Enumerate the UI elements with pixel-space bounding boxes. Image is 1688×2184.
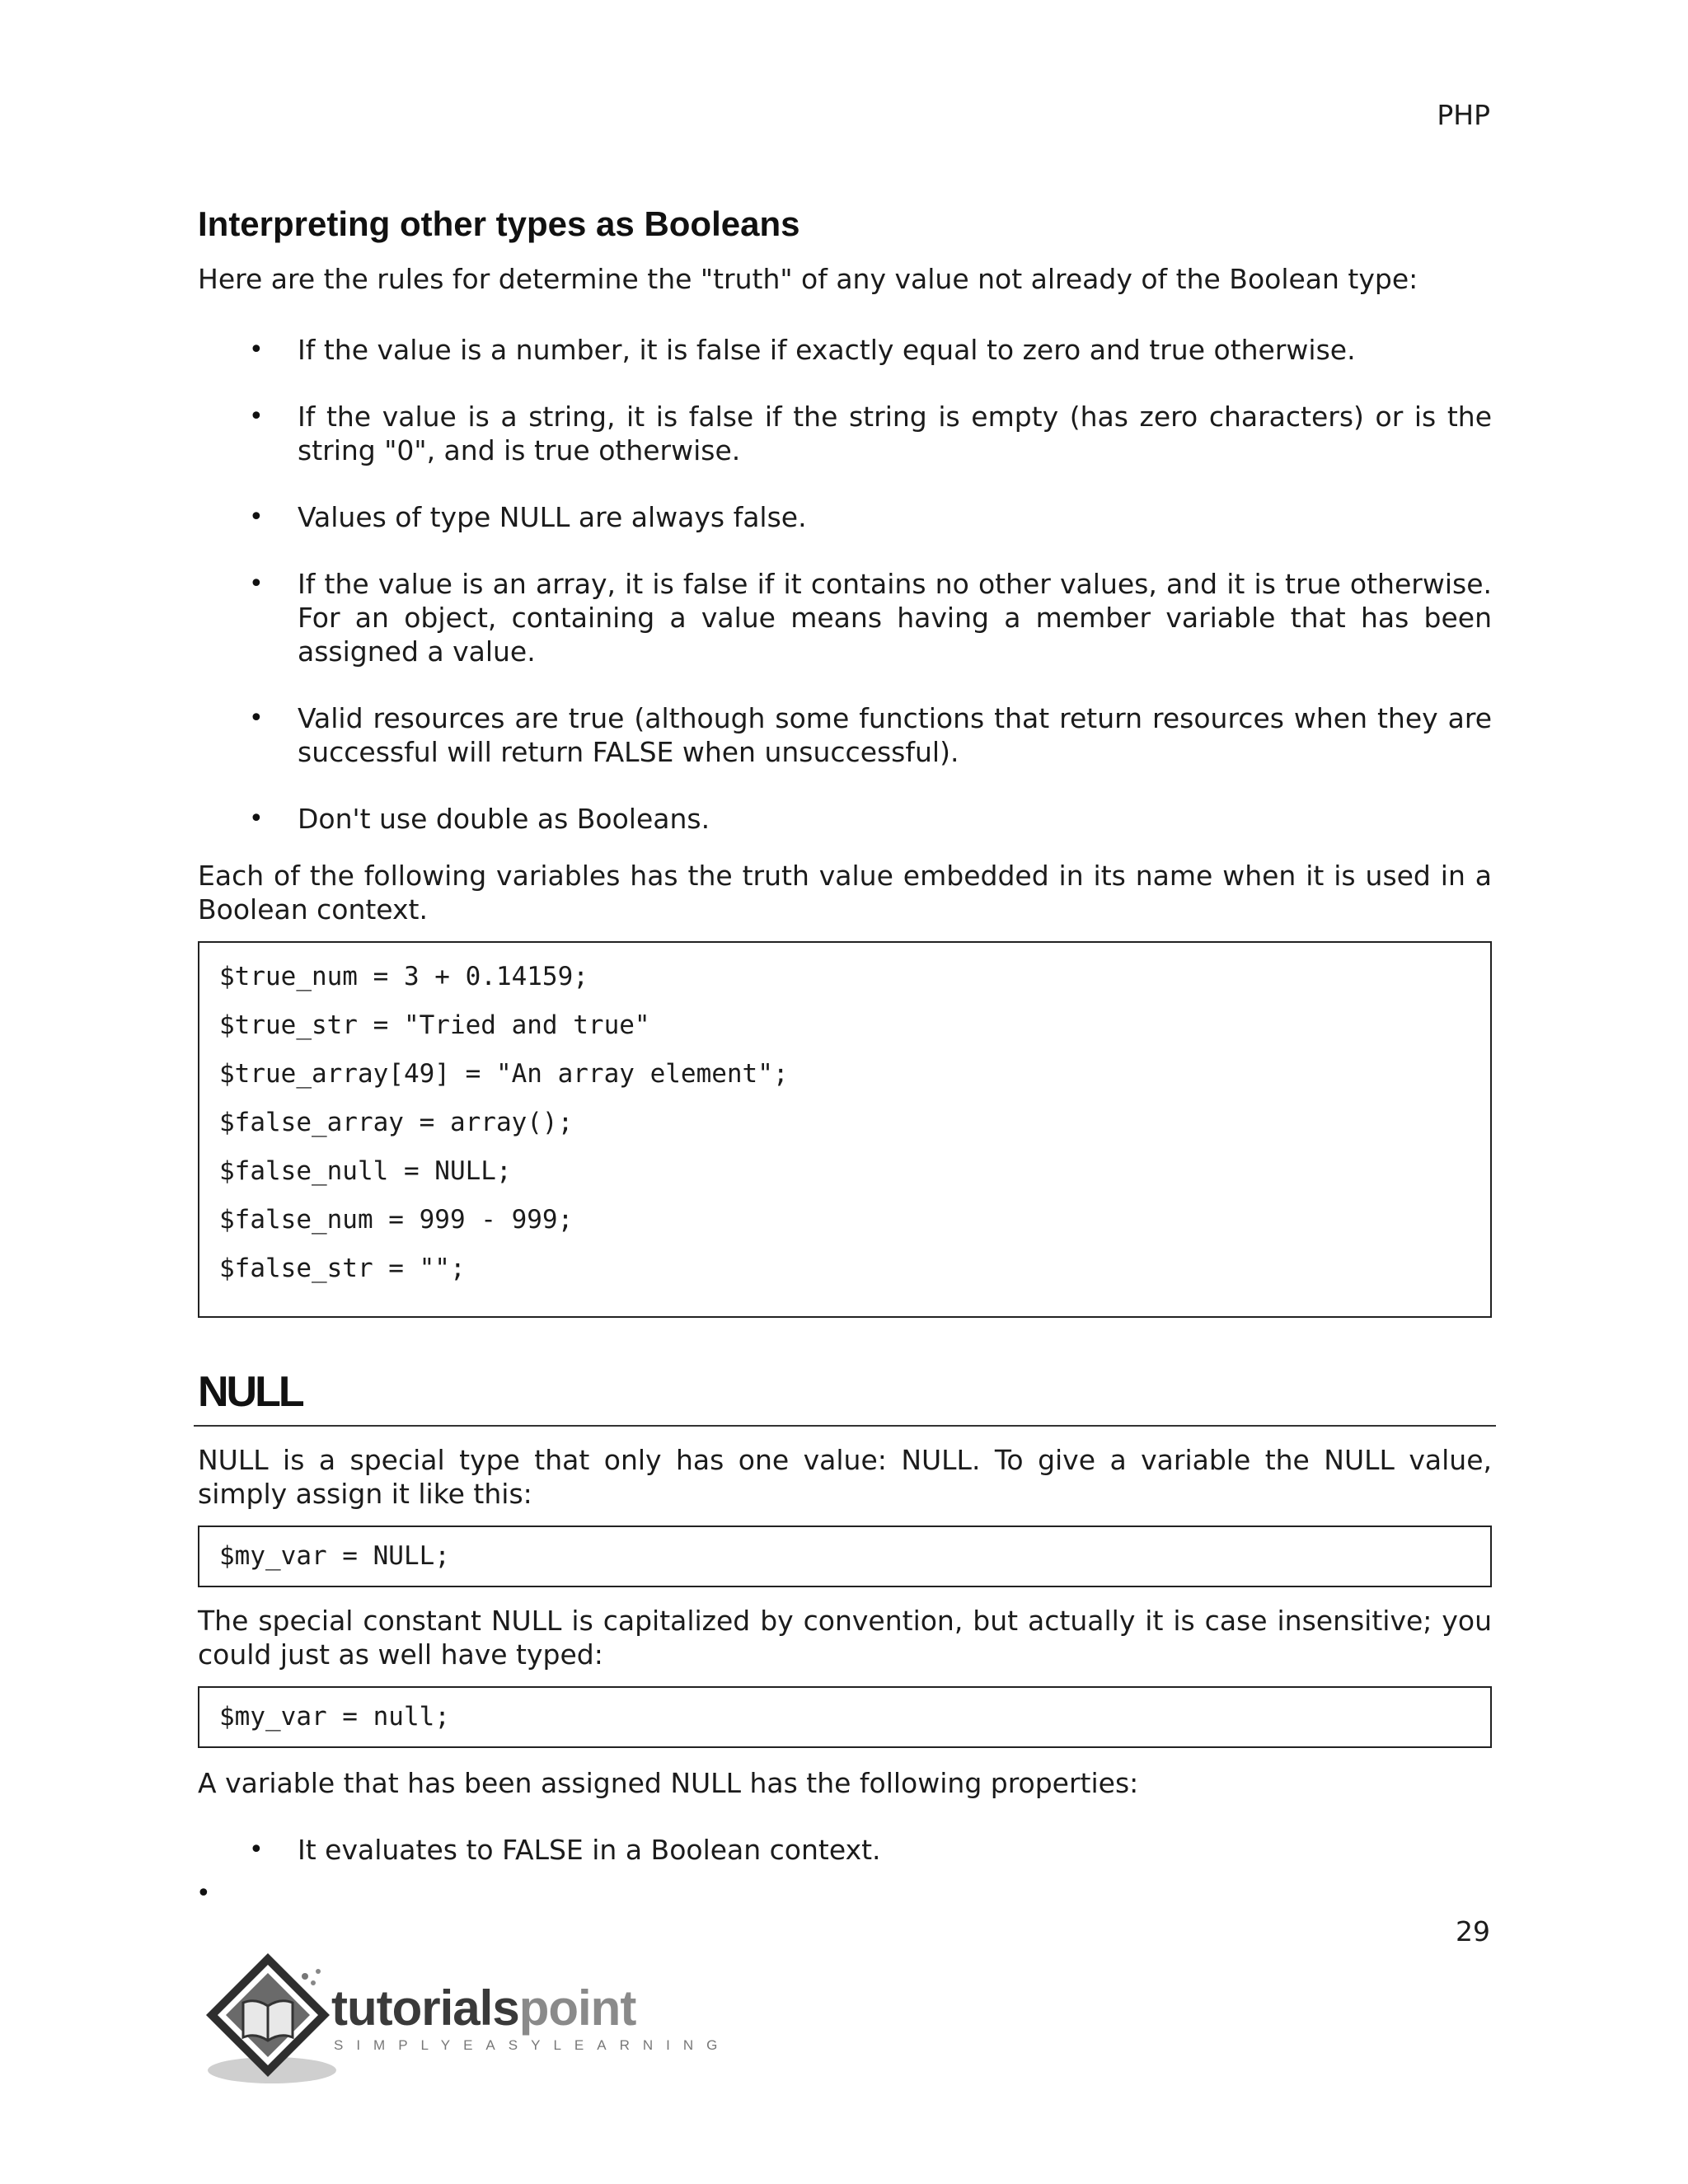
logo-emblem-icon (198, 1945, 338, 2093)
page-content (198, 204, 1492, 1900)
list-item: • If the value is an array, it is false if it contains no other values, and it is true otherwise. For an object, containing a value means having a member variable that has been assigned a value. (198, 567, 1492, 668)
list-item: • Don't use double as Booleans. (198, 802, 1492, 836)
logo-word-2: point (518, 1980, 636, 2036)
code-block-null-upper (198, 1526, 1492, 1587)
logo-wordmark (331, 1980, 635, 2036)
list-item: • Values of type NULL are always false. (198, 500, 1492, 534)
empty-bullet: • (196, 1879, 211, 1908)
code-line: $false_null = NULL; (219, 1156, 512, 1186)
section-heading-null: NULL (194, 1367, 1496, 1427)
logo-word-1: tutorials (331, 1980, 519, 2036)
null-properties-list (198, 1833, 1492, 1867)
code-line: $my_var = NULL; (219, 1541, 450, 1571)
null-properties-intro: A variable that has been assigned NULL has the following properties: (198, 1767, 1139, 1799)
code-line: $true_str = "Tried and true" (219, 1010, 650, 1040)
page-number: 29 (1456, 1915, 1490, 1947)
logo-tagline: SIMPLYEASYLEARNING (334, 2037, 731, 2053)
section-heading-booleans: Interpreting other types as Booleans (198, 204, 800, 243)
code-block-truth-values (198, 941, 1492, 1318)
tutorialspoint-logo (198, 1945, 731, 2093)
running-header: PHP (1437, 99, 1490, 131)
code-line: $my_var = null; (219, 1702, 450, 1732)
code-line: $false_array = array(); (219, 1108, 574, 1137)
list-item: • Valid resources are true (although some functions that return resources when they are successful will return FALSE when unsuccessful). (198, 701, 1492, 769)
code-line: $false_str = ""; (219, 1254, 466, 1283)
list-item: • If the value is a number, it is false if exactly equal to zero and true otherwise. (198, 333, 1492, 367)
code-block-null-lower (198, 1686, 1492, 1748)
null-case-note: The special constant NULL is capitalized by convention, but actually it is case insensitive; you could just as well have typed: (198, 1605, 1492, 1671)
code-line: $true_array[49] = "An array element"; (219, 1059, 789, 1089)
booleans-followup: Each of the following variables has the truth value embedded in its name when it is used in a Boolean context. (198, 860, 1492, 926)
list-item: • If the value is a string, it is false if the string is empty (has zero characters) or is the string "0", and is true otherwise. (198, 400, 1492, 467)
null-intro: NULL is a special type that only has one value: NULL. To give a variable the NULL value, simply assign it like this: (198, 1444, 1492, 1510)
code-line: $true_num = 3 + 0.14159; (219, 962, 588, 991)
list-item: • It evaluates to FALSE in a Boolean context. (198, 1833, 1492, 1867)
boolean-rules-list (198, 333, 1492, 836)
booleans-intro: Here are the rules for determine the "truth" of any value not already of the Boolean type: (198, 263, 1418, 295)
code-line: $false_num = 999 - 999; (219, 1205, 574, 1235)
